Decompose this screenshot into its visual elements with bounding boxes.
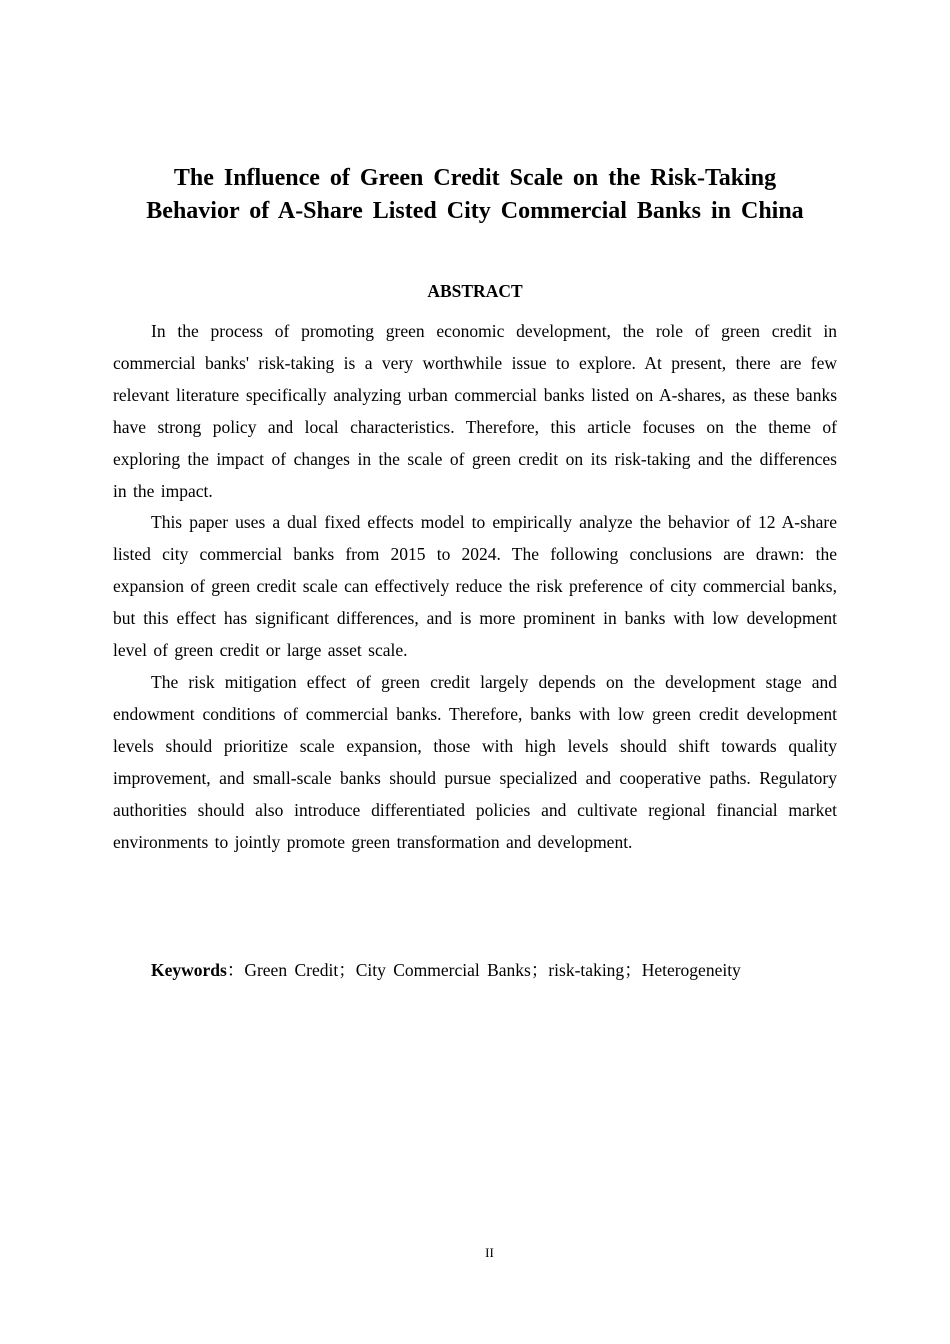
keywords-label: Keywords <box>151 960 227 980</box>
keywords-line <box>151 955 837 986</box>
paper-title <box>113 162 837 228</box>
abstract-paragraph: In the process of promoting green economic development, the role of green credit in commercial banks' risk-taking is a very worthwhile issue to explore. At present, there are few relevant literature specifically analyzing urban commercial banks listed on A-shares, as these banks have strong policy and local characteristics. Therefore, this article focuses on the theme of exploring the impact of changes in the scale of green credit on its risk-taking and the differences in the impact. <box>113 321 837 501</box>
paper-title-line: The Influence of Green Credit Scale on the Risk-Taking <box>173 165 777 191</box>
keyword-item: risk-taking <box>548 960 625 980</box>
keyword-separator: ； <box>624 960 642 980</box>
abstract-paragraph: The risk mitigation effect of green credit largely depends on the development stage and endowment conditions of commercial banks. Therefore, banks with low green credit development levels should prioritize scale expansion, those with high levels should shift towards quality improvement, and small-scale banks should pursue specialized and cooperative paths. Regulatory authorities should also introduce differentiated policies and cultivate regional financial market environments to jointly promote green transformation and development. <box>113 671 837 852</box>
keyword-item: Heterogeneity <box>641 960 741 980</box>
keyword-separator: ； <box>338 960 356 980</box>
abstract-heading: ABSTRACT <box>427 281 523 301</box>
page-number: II <box>485 1245 494 1260</box>
paper-title-line: Behavior of A-Share Listed City Commercial Banks in China <box>146 198 804 224</box>
keywords-label-separator: ： <box>226 960 245 980</box>
keyword-item: City Commercial Banks <box>355 960 531 980</box>
keyword-separator: ； <box>530 960 549 980</box>
abstract-body <box>113 316 837 858</box>
abstract-paragraph: This paper uses a dual fixed effects model to empirically analyze the behavior of 12 A-share listed city commercial banks from 2015 to 2024. The following conclusions are drawn: the expansion of green credit scale can effectively reduce the risk preference of city commercial banks, but this effect has significant differences, and is more prominent in banks with low development level of green credit or large asset scale. <box>113 512 837 661</box>
keyword-item: Green Credit <box>244 960 339 980</box>
